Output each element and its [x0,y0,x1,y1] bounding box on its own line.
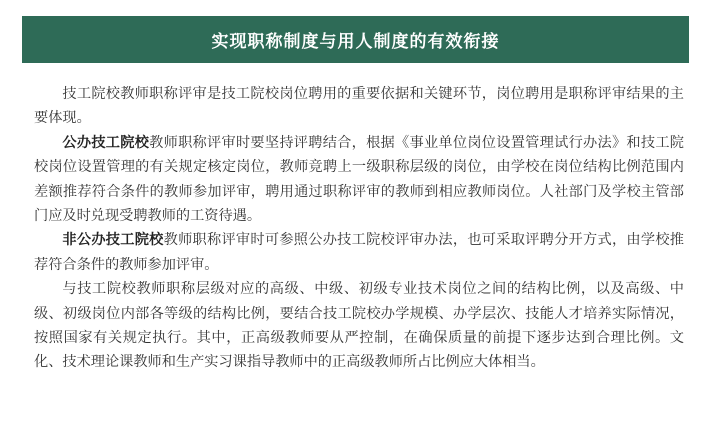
article-body [34,82,684,375]
paragraph-2-lead: 公办技工院校 [62,134,150,151]
paragraph-2-text: 教师职称评审时要坚持评聘结合，根据《事业单位岗位设置管理试行办法》和技工院校岗位设置管理的有关规定核定岗位，教师竞聘上一级职称层级的岗位，由学校在岗位结构比例范围内差额推荐符合条件的教师参加评审，聘用通过职称评审的教师到相应教师岗位。人社部门及学校主管部门应及时兑现受聘教师的工资待遇。 [34,134,684,225]
section-header [22,16,689,63]
paragraph-2 [34,131,684,229]
paragraph-1-text: 技工院校教师职称评审是技工院校岗位聘用的重要依据和关键环节，岗位聘用是职称评审结果的主要体现。 [34,86,684,127]
paragraph-1 [34,82,684,131]
paragraph-4 [34,277,684,375]
paragraph-4-text: 与技工院校教师职称层级对应的高级、中级、初级专业技术岗位之间的结构比例，以及高级、中级、初级岗位内部各等级的结构比例，要结合技工院校办学规模、办学层次、技能人才培养实际情况，按照国家有关规定执行。其中，正高级教师要从严控制，在确保质量的前提下逐步达到合理比例。文化、技术理论课教师和生产实习课指导教师中的正高级教师所占比例应大体相当。 [34,281,684,371]
paragraph-3 [34,228,684,277]
paragraph-3-lead: 非公办技工院校 [62,232,164,249]
paragraph-3-text: 教师职称评审时可参照公办技工院校评审办法，也可采取评聘分开方式，由学校推荐符合条件的教师参加评审。 [34,232,684,273]
section-title: 实现职称制度与用人制度的有效衔接 [211,32,500,52]
